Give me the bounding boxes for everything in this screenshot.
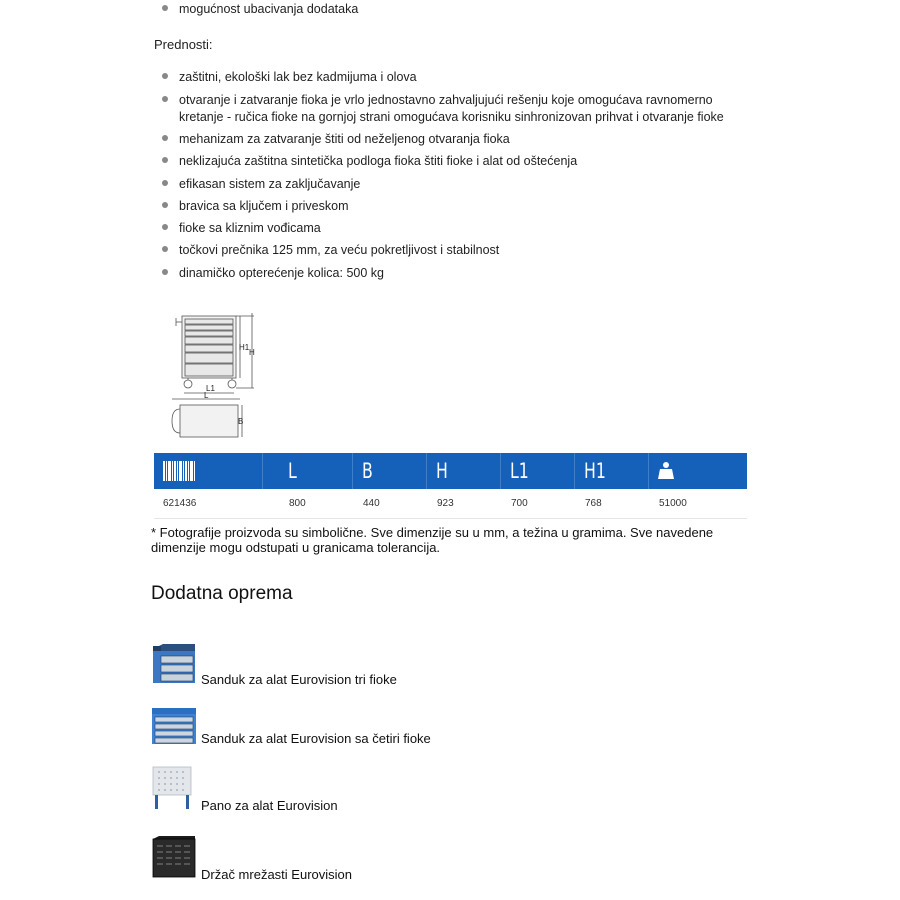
accessory-label[interactable]: Držač mrežasti Eurovision [201,867,352,882]
list-item: efikasan sistem za zaključavanje [179,176,739,193]
column-divider [426,453,427,489]
barcode-icon [163,461,195,481]
accessories-title: Dodatna oprema [151,583,293,604]
accessory-label[interactable]: Pano za alat Eurovision [201,798,338,813]
tool-panel-icon [151,766,193,810]
column-divider [352,453,353,489]
table-cell: 923 [437,498,454,509]
toolbox-three-drawers-icon [151,643,197,685]
column-header-h1: H1 [584,459,606,483]
bullet-icon [162,157,168,163]
table-cell: 440 [363,498,380,509]
list-item: zaštitni, ekološki lak bez kadmijuma i olova [179,69,739,86]
table-cell: 800 [289,498,306,509]
dimension-label-h1: H1 [239,343,250,352]
accessory-item[interactable] [151,835,451,885]
mesh-holder-icon [151,835,197,881]
bullet-icon [162,246,168,252]
list-item: dinamičko opterećenje kolica: 500 kg [179,265,739,282]
toolbox-four-drawers-icon [151,707,197,745]
bullet-icon [162,135,168,141]
column-header-b: B [362,459,373,483]
disclaimer-note: * Fotografije proizvoda su simbolične. Sve dimenzije su u mm, a težina u gramima. Sve navedene dimenzije mogu odstupati u granicama tolerancija. [151,525,714,555]
bullet-icon [162,73,168,79]
bullet-icon [162,202,168,208]
list-item: bravica sa ključem i priveskom [179,198,739,215]
accessory-item[interactable] [151,643,451,693]
column-header-h: H [436,459,448,483]
list-item: neklizajuća zaštitna sintetička podloga fioka štiti fioke i alat od oštećenja [179,153,739,170]
list-item: točkovi prečnika 125 mm, za veću pokretljivost i stabilnost [179,242,739,259]
dimension-label-l: L [204,391,209,400]
column-divider [500,453,501,489]
spec-table-header [154,453,747,489]
dimension-label-h: H [249,348,255,357]
bullet-icon [162,269,168,275]
table-cell: 700 [511,498,528,509]
accessory-label[interactable]: Sanduk za alat Eurovision tri fioke [201,672,397,687]
column-header-l: L [288,459,297,483]
list-item: mogućnost ubacivanja dodataka [179,1,739,18]
column-divider [262,453,263,489]
bullet-icon [162,224,168,230]
column-divider [648,453,649,489]
weight-cell: 51000 [659,498,687,509]
accessory-item[interactable] [151,766,451,814]
column-divider [574,453,575,489]
accessory-label[interactable]: Sanduk za alat Eurovision sa četiri fioke [201,731,431,746]
weight-icon [658,461,674,479]
article-number-cell: 621436 [163,498,197,509]
advantages-heading: Prednosti: [154,37,213,52]
bullet-icon [162,180,168,186]
dimension-label-b: B [238,417,244,426]
bullet-icon [162,5,168,11]
column-header-l1: L1 [510,459,529,483]
list-item: otvaranje i zatvaranje fioka je vrlo jednostavno zahvaljujući rešenju koje omogućava ravnomerno kretanje - ručica fioke na gornjoj strani omogućava korisniku sinhronizovan prihvat i otvaranje fioke [179,92,739,126]
list-item: mehanizam za zatvaranje štiti od neželjenog otvaranja fioka [179,131,739,148]
trolley-dimension-drawing [160,310,270,445]
table-cell: 768 [585,498,602,509]
table-row [154,490,747,519]
dimension-label-l1: L1 [206,384,215,393]
list-item: fioke sa kliznim vođicama [179,220,739,237]
accessory-item[interactable] [151,707,451,752]
bullet-icon [162,96,168,102]
